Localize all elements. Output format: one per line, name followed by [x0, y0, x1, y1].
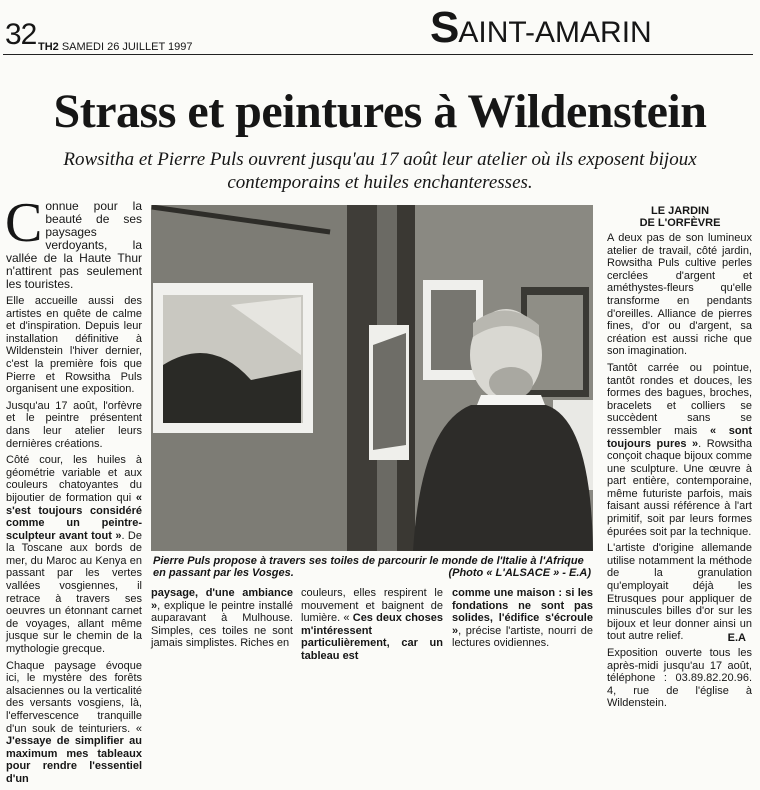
paragraph — [301, 587, 443, 663]
column-1 — [5, 192, 142, 790]
text: . De la Toscane aux bords de mer, du Maroc au Kenya en passant par les vertes vallées vosgiennes, il retrace à travers ses oeuvres un étonnant carnet de voyages, allant même jusque sur le chemin de la mythologie grecque. — [6, 529, 142, 656]
text: couleurs, elles respirent le mouvement et baignent de lumière. « — [301, 587, 443, 625]
section-rest: AINT-AMARIN — [458, 16, 652, 49]
caption-text: Pierre Puls propose à travers ses toiles de parcourir le monde de l'Italie à l'Afrique en passant par les Vosges. — [153, 555, 584, 579]
header-rule — [3, 54, 753, 55]
paragraph — [607, 362, 752, 538]
text: Côté cour, les huiles à géométrie variable et aux couleurs chatoyantes du bijoutier de formation qui — [6, 454, 142, 504]
article-photo — [151, 205, 593, 551]
text: Tantôt carrée ou pointue, tantôt rondes et douces, les formes des bagues, broches, bracelets et colliers se succèdent sans se ressembler mais — [607, 361, 752, 437]
column-2 — [151, 587, 293, 654]
paragraph: Jusqu'au 17 août, l'orfèvre et le peintre présentent dans leur atelier leurs dernières créations. — [6, 399, 142, 450]
page-number: 32 — [5, 18, 37, 51]
quote: J'essaye de simplifier au maximum mes tableaux pour rendre l'essentiel d'un — [6, 735, 142, 785]
paragraph: L'artiste d'origine allemande utilise notamment la méthode de la granulation qu'employait déjà les Etrusques pour appliquer de minuscules billes d'or sur les bijoux et leur donner ainsi un tout autre relief. — [607, 542, 752, 643]
drop-cap: C — [5, 192, 43, 254]
section-title — [430, 3, 652, 52]
quote: paysage, d'une ambiance » — [151, 587, 293, 612]
lead-text: onnue pour la beauté de ses paysages verdoyants, la vallée de la Haute Thur n'attirent pas seulement les touristes. — [6, 199, 142, 291]
issue-date: SAMEDI 26 JUILLET 1997 — [61, 41, 193, 53]
subhead: Rowsitha et Pierre Puls ouvrent jusqu'au 17 août leur atelier où ils exposent bijoux contemporains et huiles enchanteresses. — [63, 149, 697, 193]
text: . Rowsitha conçoit chaque bijoux comme une sculpture. Une œuvre à part entière, contemporaine, même futuriste parfois, mais faisant aussi référence à l'art primitif, soit par leurs formes épurées soit par la technique. — [607, 437, 752, 538]
text: , explique le peintre installé auparavant à Mulhouse. Simples, ces toiles ne sont jamais simplistes. Riches en — [151, 599, 293, 650]
sidebar-heading-line: DE L'ORFÈVRE — [639, 217, 721, 229]
sidebar-heading — [605, 205, 755, 229]
paragraph: Exposition ouverte tous les après-midi jusqu'au 17 août, téléphone : 03.89.82.20.96. 4, rue de l'église à Wildenstein. — [607, 647, 752, 710]
quote: comme une maison : si les fondations ne sont pas solides, l'édifice s'écroule » — [452, 587, 593, 637]
quote: Ces deux choses m'intéressent particulièrement, car un tableau est — [301, 612, 444, 662]
paragraph — [452, 587, 593, 650]
column-4 — [452, 587, 593, 654]
paragraph: Elle accueille aussi des artistes en quête de calme et d'inspiration. Depuis leur installation définitive à Wildenstein l'hiver dernier, c'est la première fois que Pierre et Rowsitha Puls organisent une exposition. — [6, 295, 142, 396]
paragraph — [6, 454, 142, 656]
lead-paragraph — [5, 192, 142, 291]
headline: Strass et peintures à Wildenstein — [53, 85, 707, 138]
photo-caption — [153, 555, 591, 579]
sidebar-heading-line: LE JARDIN — [650, 205, 710, 217]
paper-code: TH2 — [38, 41, 59, 53]
text: , précise l'artiste, nourri de lectures ovidiennes. — [452, 624, 593, 650]
author-signature: E.A — [727, 632, 746, 644]
text: Chaque paysage évoque ici, le mystère des forêts alsaciennes ou la verticalité des versants vosgiens, là, l'effervescence tranquille d'un souk de teinturiers. « — [6, 659, 142, 735]
paragraph: A deux pas de son lumineux atelier de travail, côté jardin, Rowsitha Puls cultive perles cerclées d'argent et améthystes-fleurs qu'elle transforme en pendants d'oreilles. Alliance de pierres fines, d'or ou d'argent, sa création est aussi riche que son imagination. — [607, 232, 752, 358]
photo-credit: (Photo « L'ALSACE » - E.A) — [448, 567, 591, 579]
paper-date — [38, 41, 193, 53]
paragraph — [151, 587, 293, 650]
quote: « s'est toujours considéré comme un peintre-sculpteur avant tout » — [6, 491, 142, 542]
paragraph — [6, 660, 142, 786]
column-3 — [301, 587, 443, 667]
quote: « sont toujours pures » — [607, 424, 752, 450]
photo-illustration — [151, 205, 593, 551]
section-initial: S — [430, 3, 459, 52]
